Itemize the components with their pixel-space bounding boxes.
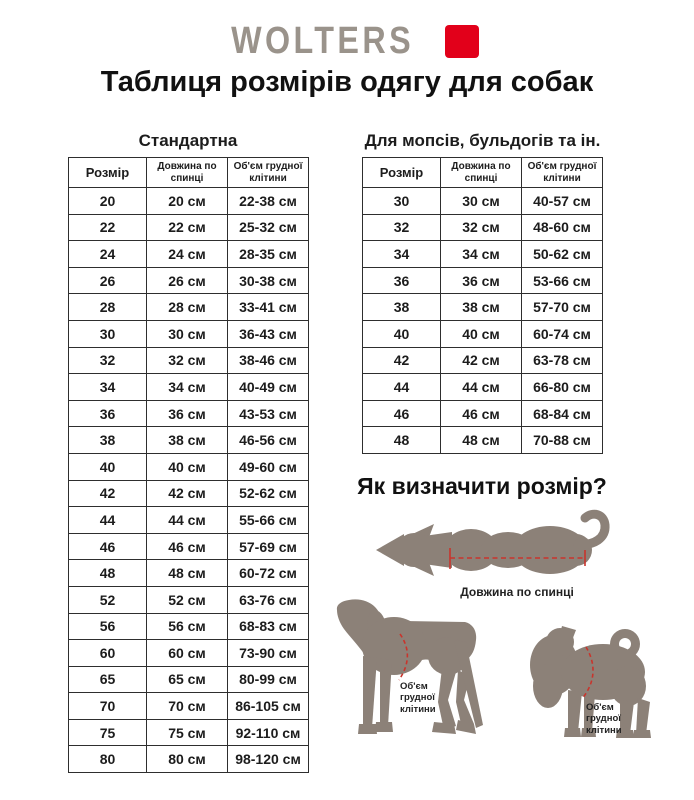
column-header: Розмір — [363, 158, 441, 188]
table-cell: 86-105 см — [228, 693, 309, 720]
table-row — [363, 294, 603, 321]
table-row — [69, 267, 309, 294]
table-cell: 30-38 см — [228, 267, 309, 294]
table-cell: 63-78 см — [522, 347, 603, 374]
table-cell: 98-120 см — [228, 746, 309, 773]
table-row — [69, 693, 309, 720]
table-cell: 50-62 см — [522, 241, 603, 268]
table-row — [69, 241, 309, 268]
table-cell: 52 — [69, 586, 147, 613]
table-cell: 30 — [363, 188, 441, 215]
table-row — [69, 188, 309, 215]
table-cell: 80 см — [147, 746, 228, 773]
table-cell: 24 см — [147, 241, 228, 268]
table-cell: 30 — [69, 320, 147, 347]
table-cell: 68-84 см — [522, 400, 603, 427]
table-row — [69, 214, 309, 241]
chest-girth-label: Об'єм грудної клітини — [400, 681, 436, 715]
table-cell: 38 — [69, 427, 147, 454]
table-row — [69, 719, 309, 746]
table-cell: 32 — [363, 214, 441, 241]
size-table-standard — [68, 157, 309, 773]
table-row — [69, 400, 309, 427]
size-table-pugs — [362, 157, 603, 454]
table-row — [363, 347, 603, 374]
table-cell: 32 см — [147, 347, 228, 374]
dog-silhouette — [376, 514, 605, 576]
table-cell: 42 — [69, 480, 147, 507]
table-cell: 24 — [69, 241, 147, 268]
table-cell: 60-72 см — [228, 560, 309, 587]
table-cell: 34 — [69, 374, 147, 401]
table-row — [69, 560, 309, 587]
table-row — [69, 586, 309, 613]
table-cell: 46 — [69, 533, 147, 560]
table-cell: 65 см — [147, 666, 228, 693]
table-row — [363, 400, 603, 427]
table-cell: 60 см — [147, 640, 228, 667]
table-cell: 73-90 см — [228, 640, 309, 667]
table-cell: 38-46 см — [228, 347, 309, 374]
table-cell: 46 см — [441, 400, 522, 427]
table-cell: 48-60 см — [522, 214, 603, 241]
table-cell: 60 — [69, 640, 147, 667]
table-row — [363, 214, 603, 241]
chest-girth-label: Об'єм грудної клітини — [586, 702, 622, 736]
table-cell: 40-57 см — [522, 188, 603, 215]
back-length-label: Довжина по спинці — [460, 585, 574, 599]
table-row — [363, 374, 603, 401]
table-cell: 26 — [69, 267, 147, 294]
table-cell: 25-32 см — [228, 214, 309, 241]
table-row — [69, 613, 309, 640]
table-cell: 38 см — [147, 427, 228, 454]
top-view-dog-illustration — [372, 508, 614, 590]
table-cell: 65 — [69, 666, 147, 693]
standing-dog-illustration — [330, 598, 488, 740]
table-cell: 28 — [69, 294, 147, 321]
table-cell: 46 см — [147, 533, 228, 560]
table-cell: 32 — [69, 347, 147, 374]
table-cell: 57-69 см — [228, 533, 309, 560]
table-cell: 40 см — [147, 453, 228, 480]
page-title: Таблиця розмірів одягу для собак — [100, 66, 594, 98]
column-header: Довжина по спинці — [441, 158, 522, 188]
table-cell: 34 — [363, 241, 441, 268]
table-cell: 92-110 см — [228, 719, 309, 746]
table-cell: 38 — [363, 294, 441, 321]
table-cell: 38 см — [441, 294, 522, 321]
table-cell: 70 см — [147, 693, 228, 720]
column-header: Розмір — [69, 158, 147, 188]
table-row — [363, 241, 603, 268]
table-cell: 34 см — [147, 374, 228, 401]
table-cell: 33-41 см — [228, 294, 309, 321]
table-cell: 34 см — [441, 241, 522, 268]
table-cell: 75 см — [147, 719, 228, 746]
table-row — [363, 320, 603, 347]
table-cell: 60-74 см — [522, 320, 603, 347]
table-cell: 44 — [69, 507, 147, 534]
table-cell: 46 — [363, 400, 441, 427]
standard-table-section — [68, 131, 308, 773]
table-cell: 48 — [69, 560, 147, 587]
table-cell: 40 см — [441, 320, 522, 347]
table-cell: 43-53 см — [228, 400, 309, 427]
table-cell: 36-43 см — [228, 320, 309, 347]
brand-logo-red-square — [445, 25, 479, 58]
table-cell: 70 — [69, 693, 147, 720]
table-cell: 22-38 см — [228, 188, 309, 215]
table-cell: 40-49 см — [228, 374, 309, 401]
table-cell: 42 см — [441, 347, 522, 374]
table-cell: 40 — [69, 453, 147, 480]
table-cell: 75 — [69, 719, 147, 746]
column-header: Довжина по спинці — [147, 158, 228, 188]
table-cell: 32 см — [441, 214, 522, 241]
table-cell: 30 см — [147, 320, 228, 347]
table-cell: 28-35 см — [228, 241, 309, 268]
table-cell: 56 — [69, 613, 147, 640]
table-cell: 44 см — [441, 374, 522, 401]
table-cell: 44 см — [147, 507, 228, 534]
table-cell: 20 см — [147, 188, 228, 215]
table-cell: 55-66 см — [228, 507, 309, 534]
table-cell: 49-60 см — [228, 453, 309, 480]
table-cell: 66-80 см — [522, 374, 603, 401]
table-row — [69, 640, 309, 667]
table-cell: 68-83 см — [228, 613, 309, 640]
table-cell: 36 — [363, 267, 441, 294]
table-cell: 30 см — [441, 188, 522, 215]
table-row — [69, 533, 309, 560]
table-cell: 28 см — [147, 294, 228, 321]
brand-logo-text: WOLTERS — [231, 20, 414, 62]
table-cell: 80-99 см — [228, 666, 309, 693]
table-row — [363, 188, 603, 215]
table-row — [69, 480, 309, 507]
column-header: Об'єм грудної клітини — [228, 158, 309, 188]
table-cell: 48 — [363, 427, 441, 454]
table-cell: 22 см — [147, 214, 228, 241]
table-cell: 44 — [363, 374, 441, 401]
column-header: Об'єм грудної клітини — [522, 158, 603, 188]
table-cell: 53-66 см — [522, 267, 603, 294]
table-row — [363, 427, 603, 454]
pugs-table-section — [362, 131, 603, 454]
table-row — [69, 746, 309, 773]
table-row — [69, 374, 309, 401]
table-cell: 52-62 см — [228, 480, 309, 507]
table-cell: 52 см — [147, 586, 228, 613]
table-cell: 36 см — [147, 400, 228, 427]
table-cell: 26 см — [147, 267, 228, 294]
table-cell: 57-70 см — [522, 294, 603, 321]
table-cell: 40 — [363, 320, 441, 347]
table-cell: 20 — [69, 188, 147, 215]
table-row — [69, 320, 309, 347]
table-cell: 48 см — [147, 560, 228, 587]
table-row — [69, 666, 309, 693]
table-cell: 70-88 см — [522, 427, 603, 454]
pugs-table-title: Для мопсів, бульдогів та ін. — [364, 131, 601, 150]
table-cell: 42 см — [147, 480, 228, 507]
table-cell: 42 — [363, 347, 441, 374]
table-cell: 48 см — [441, 427, 522, 454]
table-row — [363, 267, 603, 294]
table-cell: 63-76 см — [228, 586, 309, 613]
brand-logo — [0, 22, 694, 60]
table-cell: 36 см — [441, 267, 522, 294]
table-row — [69, 507, 309, 534]
header-row — [363, 158, 603, 188]
table-row — [69, 427, 309, 454]
header-row — [69, 158, 309, 188]
standard-table-title: Стандартна — [138, 131, 238, 150]
table-row — [69, 294, 309, 321]
table-row — [69, 347, 309, 374]
table-cell: 46-56 см — [228, 427, 309, 454]
howto-heading: Як визначити розмір? — [357, 473, 607, 499]
table-row — [69, 453, 309, 480]
table-cell: 36 — [69, 400, 147, 427]
table-cell: 22 — [69, 214, 147, 241]
table-cell: 56 см — [147, 613, 228, 640]
table-cell: 80 — [69, 746, 147, 773]
